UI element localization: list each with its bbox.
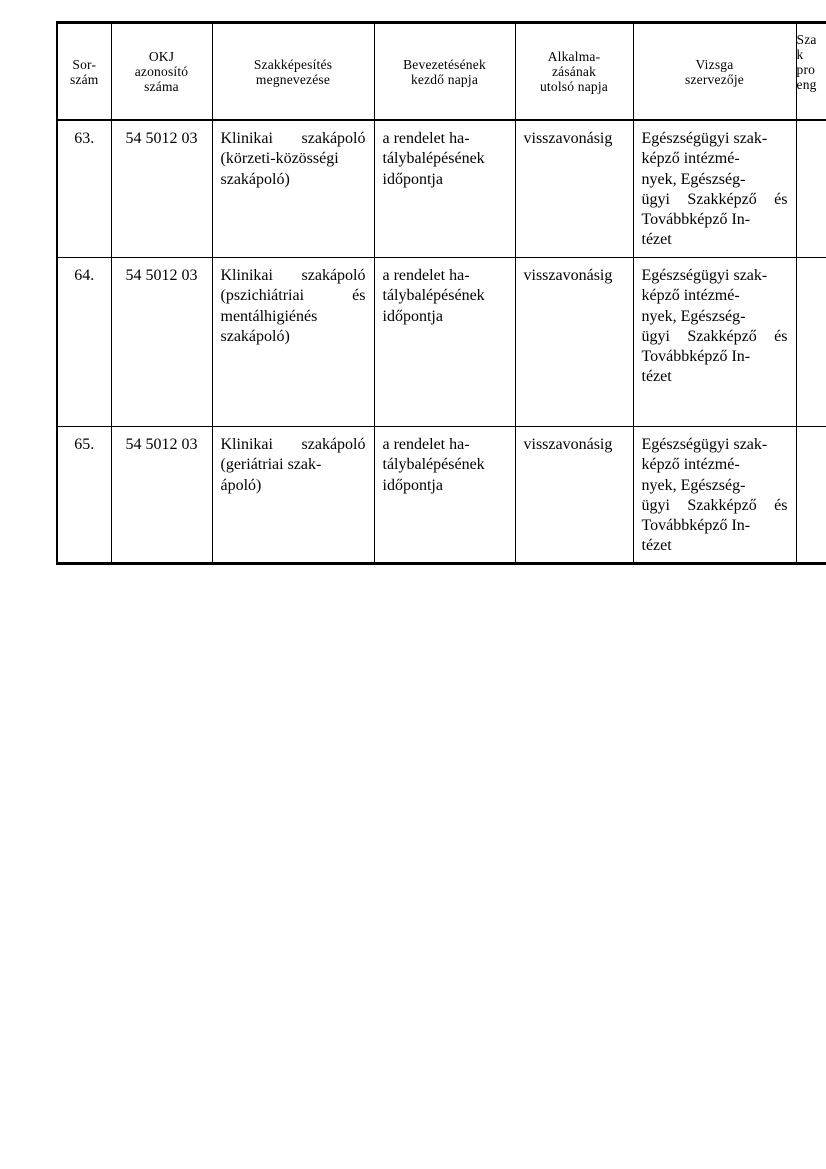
header-exam-organizer: Vizsga szervezője <box>633 23 796 121</box>
row-end-date: visszavonásig <box>515 427 633 564</box>
table-row <box>57 120 826 258</box>
header-row <box>57 23 826 121</box>
row-truncated-cell <box>796 120 826 258</box>
header-qualification-name: Szakképesítés megnevezése <box>212 23 374 121</box>
row-end-date: visszavonásig <box>515 258 633 427</box>
row-number: 65. <box>57 427 111 564</box>
table-row <box>57 258 826 427</box>
row-number: 63. <box>57 120 111 258</box>
header-serial-number: Sor- szám <box>57 23 111 121</box>
row-start-date: a rendelet ha- tálybalépésének időpontja <box>374 120 515 258</box>
row-start-date: a rendelet ha- tálybalépésének időpontja <box>374 258 515 427</box>
row-exam-organizer: Egészségügyi szak- képző intézmé- nyek, Egészség- ügyi Szakképző és Továbbképző In- tézet <box>633 120 796 258</box>
qualification-table <box>56 21 826 565</box>
row-truncated-cell <box>796 427 826 564</box>
row-qualification-name: Klinikai szakápoló (pszichiátriai és mentálhigiénés szakápoló) <box>212 258 374 427</box>
row-truncated-cell <box>796 258 826 427</box>
row-okj-id: 54 5012 03 <box>111 258 212 427</box>
row-number: 64. <box>57 258 111 427</box>
row-okj-id: 54 5012 03 <box>111 427 212 564</box>
header-okj-id: OKJ azonosító száma <box>111 23 212 121</box>
row-qualification-name: Klinikai szakápoló (geriátriai szak- ápoló) <box>212 427 374 564</box>
row-exam-organizer: Egészségügyi szak- képző intézmé- nyek, Egészség- ügyi Szakképző és Továbbképző In- tézet <box>633 427 796 564</box>
header-end-date: Alkalma- zásának utolsó napja <box>515 23 633 121</box>
row-end-date: visszavonásig <box>515 120 633 258</box>
table-row <box>57 427 826 564</box>
row-okj-id: 54 5012 03 <box>111 120 212 258</box>
row-start-date: a rendelet ha- tálybalépésének időpontja <box>374 427 515 564</box>
row-qualification-name: Klinikai szakápoló (körzeti-közösségi szakápoló) <box>212 120 374 258</box>
header-truncated-column: Sza k pro eng <box>796 23 826 121</box>
row-exam-organizer: Egészségügyi szak- képző intézmé- nyek, Egészség- ügyi Szakképző és Továbbképző In- tézet <box>633 258 796 427</box>
header-start-date: Bevezetésének kezdő napja <box>374 23 515 121</box>
